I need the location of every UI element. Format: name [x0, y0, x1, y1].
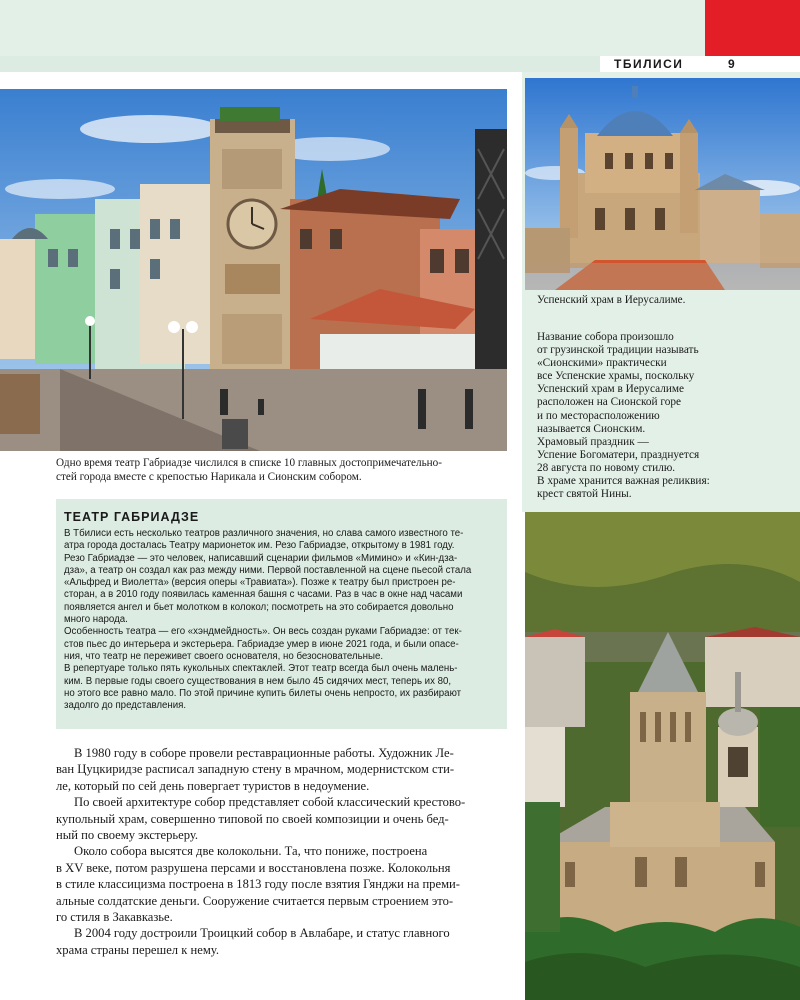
body-line: альные солдатские деньги. Сооружение считается первым строением это-: [56, 893, 454, 908]
info-box-line: ния, что театр не переживет своего основателя, но безосновательные.: [64, 650, 384, 662]
info-box-line: В Тбилиси есть несколько театров различного значения, но слава самого известного те-: [64, 528, 464, 539]
sidebar-line: В храме хранится важная реликвия:: [537, 475, 710, 488]
sidebar-line: и по месторасположению: [537, 409, 660, 422]
caption-theatre: [56, 456, 506, 484]
info-box-line: дза», а театр он создал как раз между ними. Первой поставленной на сцене пьесой стала: [64, 564, 472, 576]
sidebar-line: все Успенские храмы, поскольку: [537, 370, 695, 383]
info-box-line: задолго до представления.: [64, 700, 187, 712]
photo-jerusalem-church: [525, 78, 800, 290]
info-box-line: но этого все равно мало. По этой причине купить билеты очень непросто, их разбирают: [64, 687, 462, 699]
body-line: По своей архитектуре собор представляет собой классический крестово-: [74, 795, 466, 810]
body-line: ный по своему экстерьеру.: [56, 828, 199, 843]
body-line: храма страны перешел к нему.: [56, 942, 219, 957]
sidebar-line: 28 августа по новому стилю.: [537, 461, 676, 474]
info-box-line: атра города досталась Театру марионеток им. Резо Габриадзе, открытому в 1981 году.: [64, 540, 455, 552]
photo-sioni-cathedral: [525, 512, 800, 1000]
info-box-line: ким. В первые годы своего существования в нем было 45 сидячих мест, теперь их 80,: [64, 675, 452, 687]
body-line: ле, который по сей день повергает туристов в недоумение.: [56, 778, 370, 793]
top-band: [0, 0, 705, 56]
sidebar-line: называется Сионским.: [537, 422, 646, 435]
caption-jerusalem: Успенский храм в Иерусалиме.: [537, 294, 686, 306]
info-box-title: ТЕАТР ГАБРИАДЗЕ: [64, 510, 200, 524]
info-box-line: Резо Габриадзе — это человек, написавший сценарии фильмов «Мимино» и «Кин-дза-: [64, 552, 458, 564]
body-line: в XV веке, потом разрушена персами и восстановлена позже. Колокольня: [56, 860, 451, 875]
info-box-text: [64, 528, 502, 712]
page-corner-marker: [705, 0, 800, 56]
info-box-line: много народа.: [64, 614, 128, 626]
info-box-line: Особенность театра — его «хэндмейдность». Он весь создан руками Габриадзе: от тек-: [64, 626, 462, 638]
body-text: [56, 745, 508, 958]
body-line: В 1980 году в соборе провели реставрационные работы. Художник Ле-: [74, 746, 454, 760]
caption-theatre-line-1: Одно время театр Габриадзе числился в списке 10 главных достопримечательно-: [56, 457, 442, 469]
info-box-line: В репертуаре только пять кукольных спектаклей. Этот театр всегда был очень малень-: [64, 663, 458, 675]
sidebar-line: от грузинской традиции называть: [537, 344, 699, 357]
body-line: купольный храм, совершенно типовой по своей композиции и очень бед-: [56, 811, 449, 826]
info-box-line: стов пьес до интерьера и экстерьера. Габриадзе умер в июне 2021 года, и были опасе-: [64, 638, 459, 650]
info-box-line: «Альфред и Виолетта» (версия оперы «Травиата»). Позже к театру был пристроен ре-: [64, 577, 456, 589]
sidebar-line: Название собора произошло: [537, 331, 674, 343]
caption-theatre-line-2: стей города вместе с крепостью Нарикала и Сионским собором.: [56, 471, 362, 483]
sidebar-line: «Сионскими» практически: [537, 357, 667, 370]
section-title: ТБИЛИСИ: [600, 56, 715, 72]
sidebar-line: расположен на Сионской горе: [537, 396, 682, 409]
body-line: го стиля в Закавказье.: [56, 910, 173, 925]
sidebar-text: [537, 331, 792, 501]
body-line: в стиле классицизма построена в 1813 году после взятия Гянджи на преми-: [56, 877, 460, 892]
body-line: ван Цуцкиридзе расписал западную стену в мрачном, модернистском сти-: [56, 762, 455, 777]
sidebar-line: Успение Богоматери, празднуется: [537, 448, 700, 461]
info-box-line: появляется ангел и бьет молотком в колокол; посмотреть на это собирается довольно: [64, 601, 454, 613]
photo-gabriadze-theatre: [0, 89, 507, 451]
sidebar-line: Успенский храм в Иерусалиме: [537, 383, 685, 396]
body-line: Около собора высятся две колокольни. Та, что пониже, построена: [74, 844, 428, 859]
info-box-line: сторан, а в 2010 году появилась каменная башня с часами. Раз в час в окне над часами: [64, 589, 463, 601]
sidebar-line: Храмовый праздник —: [537, 435, 649, 448]
sidebar-line: крест святой Нины.: [537, 488, 632, 501]
page-number: 9: [715, 56, 800, 72]
body-line: В 2004 году достроили Троицкий собор в Авлабаре, и статус главного: [74, 926, 450, 941]
